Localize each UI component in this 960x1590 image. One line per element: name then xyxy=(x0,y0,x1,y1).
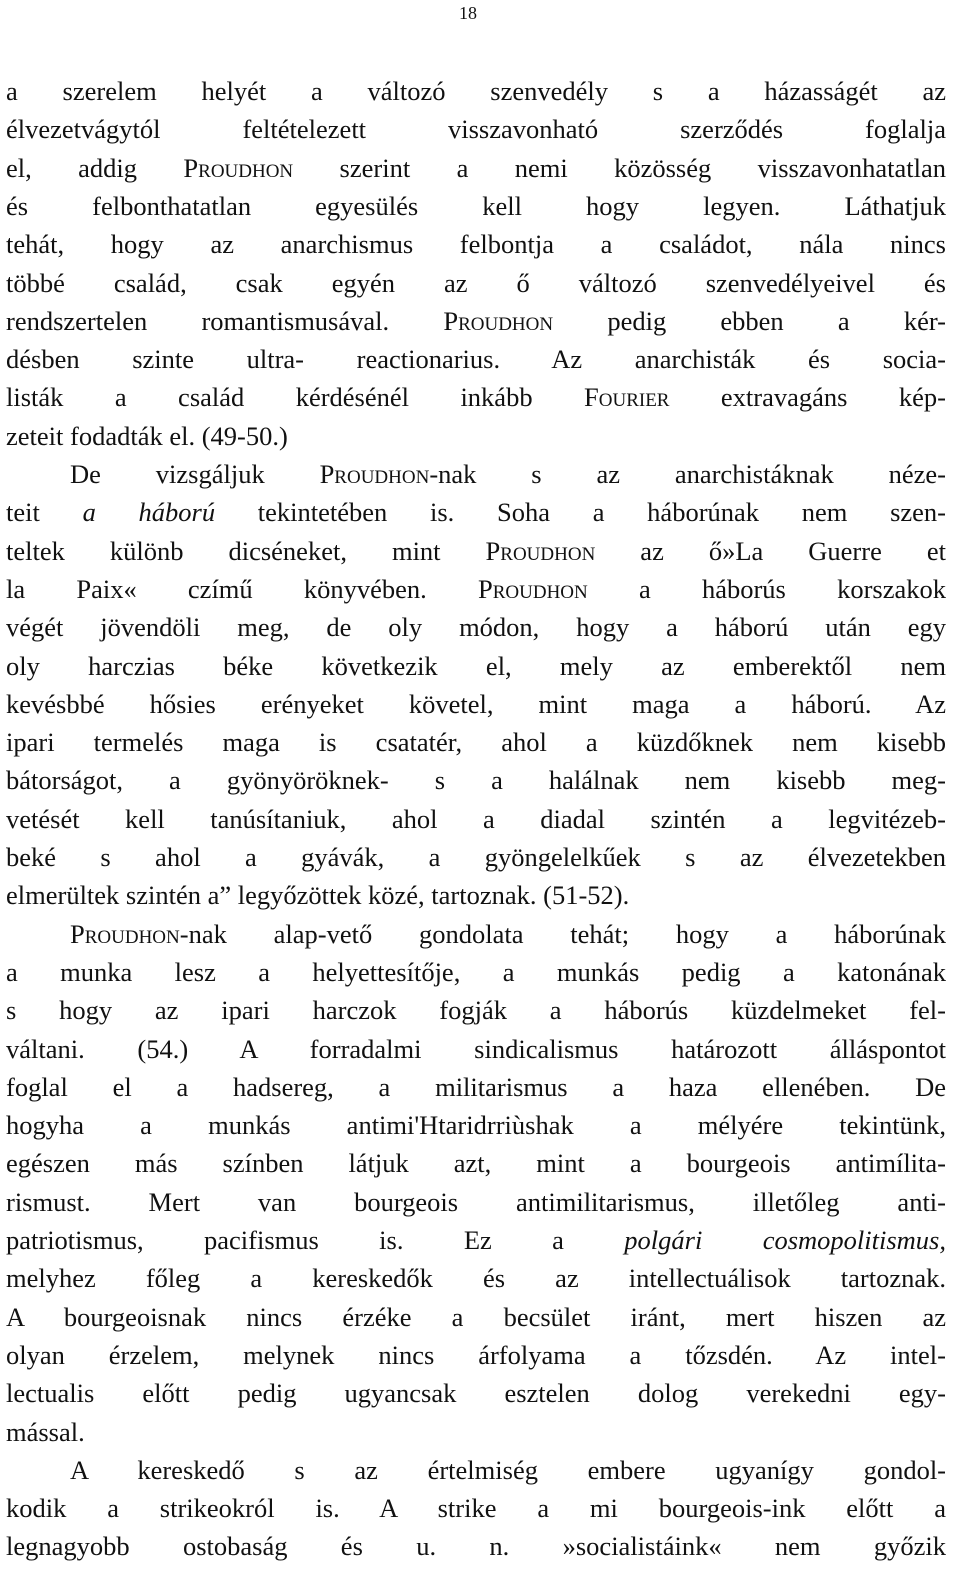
text-line xyxy=(6,493,946,531)
text-line xyxy=(6,149,946,187)
text-segment: désben szinte ultra- reactionarius. Az anarchisták és socia- xyxy=(6,344,946,375)
text-segment: tekintetében is. Soha a háborúnak nem szen- xyxy=(215,497,946,528)
text-segment: rismust. Mert van bourgeois antimilitarismus, illetőleg anti- xyxy=(6,1186,946,1217)
text-line xyxy=(6,800,946,838)
text-segment: legnagyobb ostobaság és u. n. »socialistáink« nem győzik xyxy=(6,1531,946,1562)
author-name: Proudhon xyxy=(183,152,294,183)
text-segment: la Paix« czímű könyvében. xyxy=(6,573,479,604)
text-segment: teltek különb dicséneket, mint xyxy=(6,535,486,566)
text-segment: A kereskedő s az értelmiség embere ugyanígy gondol- xyxy=(70,1454,946,1485)
text-segment: többé család, csak egyén az ő változó szenvedélyeivel és xyxy=(6,267,946,298)
text-line xyxy=(6,1413,946,1451)
text-segment: a munka lesz a helyettesítője, a munkás pedig a katonának xyxy=(6,956,946,987)
text-segment: mással. xyxy=(6,1416,85,1447)
text-segment: és felbonthatatlan egyesülés kell hogy legyen. Láthatjuk xyxy=(6,190,946,221)
text-segment: listák a család kérdésénél inkább xyxy=(6,382,585,413)
text-line xyxy=(6,1144,946,1182)
text-line xyxy=(6,340,946,378)
text-segment: hogyha a munkás antimi'Htaridrriùshak a mélyére tekintünk, xyxy=(6,1110,946,1141)
text-segment: A bourgeoisnak nincs érzéke a becsület iránt, mert hiszen az xyxy=(6,1301,946,1332)
text-line xyxy=(6,1030,946,1068)
text-segment: tehát, hogy az anarchismus felbontja a családot, nála nincs xyxy=(6,229,946,260)
text-line xyxy=(6,417,946,455)
text-line xyxy=(6,1221,946,1259)
text-line xyxy=(6,1527,946,1565)
text-line xyxy=(6,72,946,110)
text-segment: ipari termelés maga is csatatér, ahol a küzdőknek nem kisebb xyxy=(6,727,946,758)
text-segment: s hogy az ipari harczok fogják a háborús küzdelmeket fel- xyxy=(6,995,946,1026)
text-segment: oly harczias béke következik el, mely az emberektől nem xyxy=(6,650,946,681)
text-line xyxy=(6,570,946,608)
text-line xyxy=(6,647,946,685)
text-segment: pedig ebben a kér- xyxy=(553,305,946,336)
text-segment: patriotismus, pacifismus is. Ez a xyxy=(6,1225,625,1255)
text-line xyxy=(6,1259,946,1297)
author-name: Proudhon xyxy=(485,535,596,566)
page-number: 18 xyxy=(459,3,477,23)
text-line xyxy=(6,991,946,1029)
author-name: Proudhon xyxy=(70,918,180,949)
text-segment: extravagáns kép- xyxy=(669,382,946,413)
text-segment: élvezetvágytól feltételezett visszavonható szerződés foglalja xyxy=(6,114,946,145)
text-line xyxy=(6,378,946,416)
text-line xyxy=(6,1374,946,1412)
text-line xyxy=(6,1336,946,1374)
text-line xyxy=(6,723,946,761)
text-line xyxy=(70,915,946,953)
text-segment: beké s ahol a gyávák, a gyöngelelkűek s az élvezetekben xyxy=(6,842,946,872)
author-name: Proudhon xyxy=(443,305,554,336)
emphasis-text: polgári cosmopolitismus, xyxy=(624,1225,946,1255)
text-line xyxy=(6,110,946,148)
text-line xyxy=(6,532,946,570)
text-line xyxy=(6,838,946,876)
text-segment: lectualis előtt pedig ugyancsak esztelen dolog verekedni egy- xyxy=(6,1378,946,1409)
text-line xyxy=(70,1451,946,1489)
text-line xyxy=(6,761,946,799)
text-line xyxy=(6,1106,946,1144)
text-line xyxy=(6,1183,946,1221)
author-name: Fourier xyxy=(584,382,670,413)
text-segment: zeteit fodadták el. (49-50.) xyxy=(6,420,288,451)
text-segment: teit xyxy=(6,497,83,528)
text-line xyxy=(6,685,946,723)
text-segment: váltani. (54.) A forradalmi sindicalismus határozott álláspontot xyxy=(6,1033,946,1064)
text-line xyxy=(6,1489,946,1527)
text-line xyxy=(6,225,946,263)
text-segment: a háborús korszakok xyxy=(587,573,946,604)
text-segment: melyhez főleg a kereskedők és az intellectuálisok tartoznak. xyxy=(6,1263,946,1294)
text-segment: foglal el a hadsereg, a militarismus a haza ellenében. De xyxy=(6,1071,946,1102)
text-segment: vetését kell tanúsítaniuk, ahol a diadal szintén a legvitézeb- xyxy=(6,803,946,834)
text-segment: rendszertelen romantismusával. xyxy=(6,305,444,336)
text-line xyxy=(6,302,946,340)
text-segment: egészen más színben látjuk azt, mint a bourgeois antimílita- xyxy=(6,1148,946,1179)
text-segment: el, addig xyxy=(6,152,184,183)
text-segment: a szerelem helyét a változó szenvedély s a házasságét az xyxy=(6,76,946,106)
text-segment: az ő»La Guerre et xyxy=(595,535,946,566)
text-line xyxy=(6,187,946,225)
emphasis-text: a háború xyxy=(82,497,216,528)
text-segment: -nak s az anarchistáknak néze- xyxy=(429,459,946,489)
text-segment: olyan érzelem, melynek nincs árfolyama a tőzsdén. Az intel- xyxy=(6,1339,946,1370)
author-name: Proudhon xyxy=(319,459,430,489)
text-segment: kodik a strikeokról is. A strike a mi bourgeois-ink előtt a xyxy=(6,1493,946,1524)
author-name: Proudhon xyxy=(478,573,588,604)
text-segment: -nak alap-vető gondolata tehát; hogy a háborúnak xyxy=(179,918,946,949)
text-line xyxy=(6,953,946,991)
text-line xyxy=(6,1298,946,1336)
text-line xyxy=(6,1068,946,1106)
text-line xyxy=(6,264,946,302)
text-segment: kevésbbé hősies erényeket követel, mint maga a háború. Az xyxy=(6,688,946,719)
text-line xyxy=(70,455,946,493)
text-segment: elmerültek szintén a” legyőzöttek közé, tartoznak. (51-52). xyxy=(6,880,630,911)
text-segment: De vizsgáljuk xyxy=(70,459,320,489)
text-segment: szerint a nemi közösség visszavonhatatlan xyxy=(293,152,946,183)
text-line xyxy=(6,608,946,646)
text-segment: végét jövendöli meg, de oly módon, hogy a háború után egy xyxy=(6,612,946,643)
text-segment: bátorságot, a gyönyöröknek- s a halálnak nem kisebb meg- xyxy=(6,765,946,796)
text-line xyxy=(6,876,946,914)
